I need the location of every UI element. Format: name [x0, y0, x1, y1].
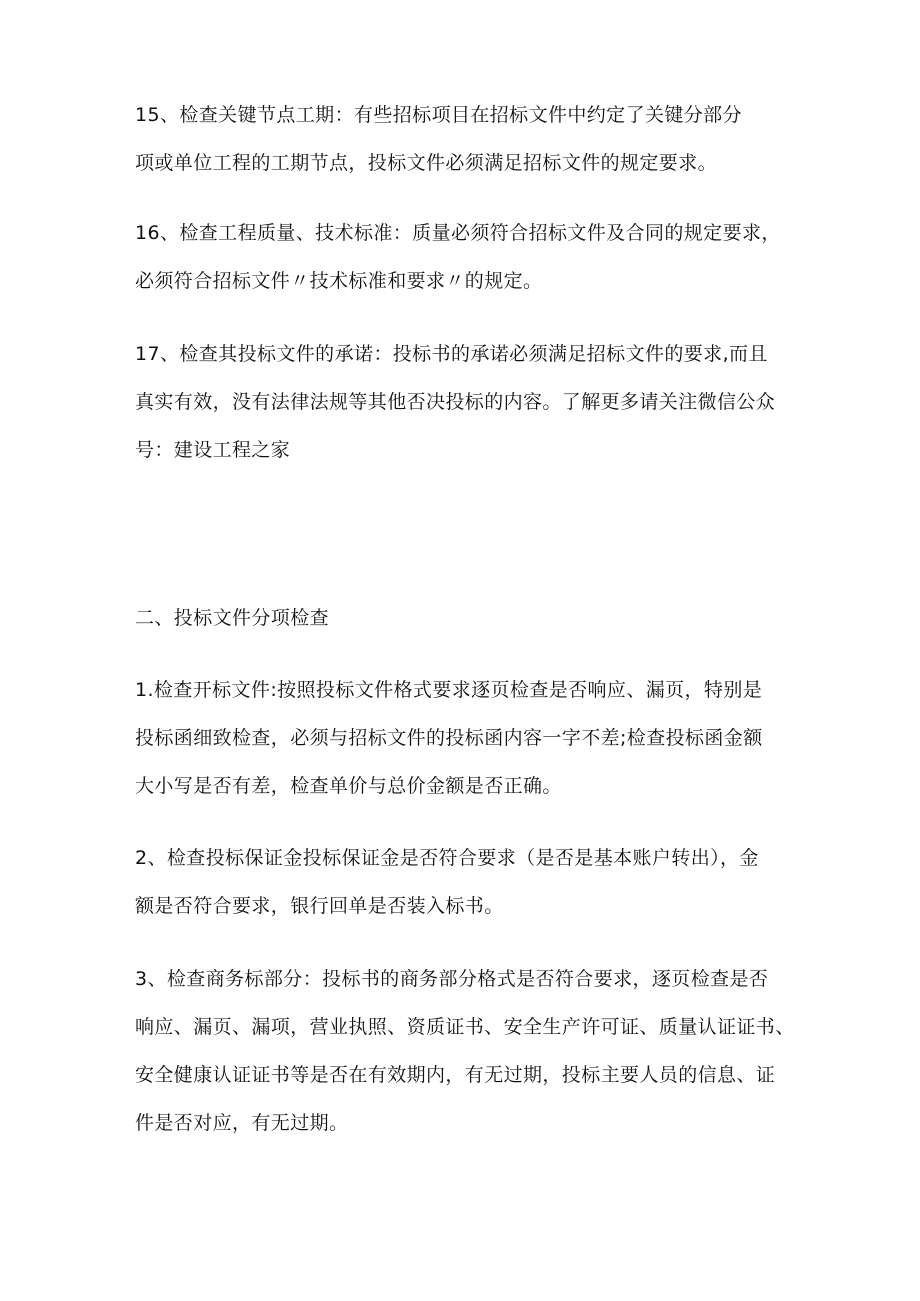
paragraph-line: 17、检查其投标文件的承诺：投标书的承诺必须满足招标文件的要求,而且: [135, 343, 768, 365]
section-heading: 二、投标文件分项检查: [135, 607, 330, 629]
paragraph-section-2: [135, 834, 795, 930]
paragraph-line: 投标函细致检查，必须与招标文件的投标函内容一字不差;检查投标函金额: [135, 727, 763, 749]
paragraph-line: 件是否对应，有无过期。: [135, 1112, 349, 1134]
paragraph-line: 1.检查开标文件:按照投标文件格式要求逐页检查是否响应、漏页，特别是: [135, 679, 763, 701]
paragraph-line: 16、检查工程质量、技术标准：质量必须符合招标文件及合同的规定要求，: [135, 222, 781, 244]
paragraph-section-3: [135, 955, 795, 1147]
paragraph-line: 真实有效，没有法律法规等其他否决投标的内容。了解更多请关注微信公众: [135, 391, 776, 413]
paragraph-line: 2、检查投标保证金投标保证金是否符合要求（是否是基本账户转出），金: [135, 847, 759, 869]
paragraph-17: [135, 330, 795, 474]
paragraph-line: 响应、漏页、漏项，营业执照、资质证书、安全生产许可证、质量认证证书、: [135, 1016, 795, 1038]
paragraph-line: 3、检查商务标部分：投标书的商务部分格式是否符合要求，逐页检查是否: [135, 968, 769, 990]
paragraph-15: [135, 91, 795, 187]
paragraph-line: 大小写是否有差，检查单价与总价金额是否正确。: [135, 775, 562, 797]
paragraph-line: 必须符合招标文件〃技术标准和要求〃的规定。: [135, 270, 543, 292]
paragraph-line: 安全健康认证证书等是否在有效期内，有无过期，投标主要人员的信息、证: [135, 1064, 776, 1086]
paragraph-16: [135, 209, 795, 305]
paragraph-line: 号：建设工程之家: [135, 439, 291, 461]
paragraph-section-1: [135, 666, 795, 810]
paragraph-line: 额是否符合要求，银行回单是否装入标书。: [135, 895, 504, 917]
paragraph-line: 15、检查关键节点工期：有些招标项目在招标文件中约定了关键分部分: [135, 104, 742, 126]
paragraph-line: 项或单位工程的工期节点，投标文件必须满足招标文件的规定要求。: [135, 152, 718, 174]
